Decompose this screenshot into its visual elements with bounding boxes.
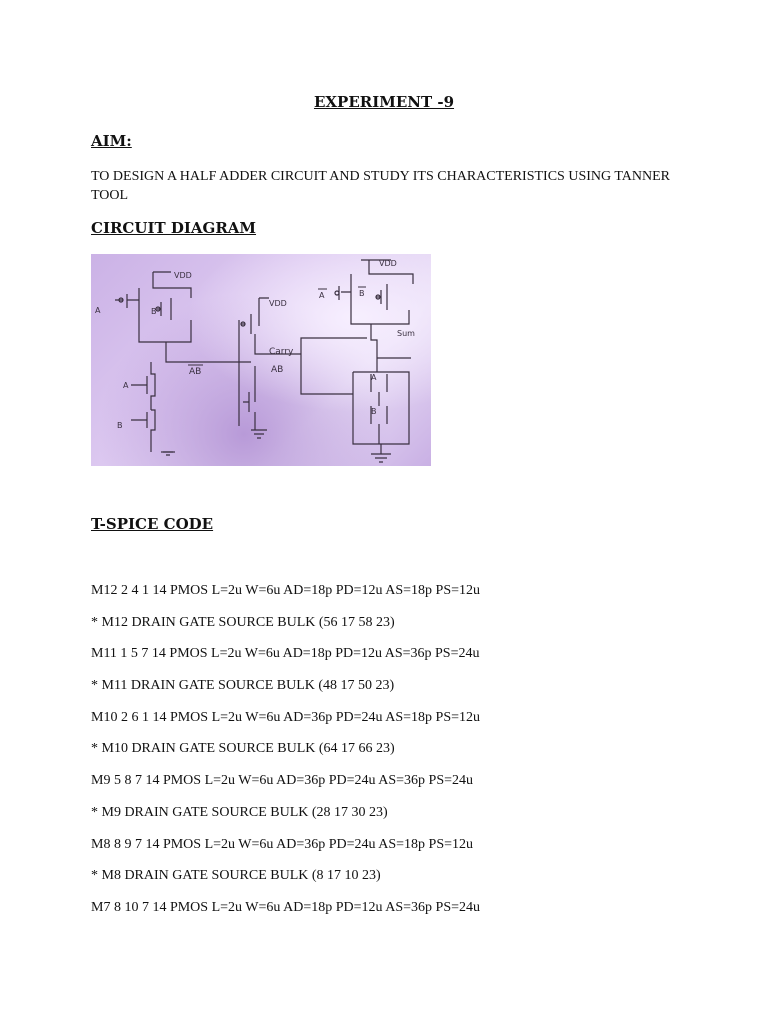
xor-pmos-a [339, 274, 409, 324]
xor-nmos-network [353, 372, 409, 444]
code-line: M11 1 5 7 14 PMOS L=2u W=6u AD=18p PD=12u AS=36p PS=24u [91, 646, 480, 662]
code-line: * M11 DRAIN GATE SOURCE BULK (48 17 50 23) [91, 678, 395, 694]
ab-bar-label: AB [189, 367, 202, 377]
code-line: M12 2 4 1 14 PMOS L=2u W=6u AD=18p PD=12u AS=18p PS=12u [91, 583, 481, 598]
inverter-nmos [243, 366, 255, 412]
xor-left-wire [301, 354, 353, 394]
code-line: M9 5 8 7 14 PMOS L=2u W=6u AD=36p PD=24u AS=36p PS=24u [91, 773, 474, 789]
code-line: M10 2 6 1 14 PMOS L=2u W=6u AD=36p PD=24u AS=18p PS=12u [91, 709, 481, 725]
ab-label: AB [271, 365, 284, 375]
xor-nmos-b-label: B [371, 407, 377, 416]
xor-pmos-ab [371, 324, 377, 350]
code-line: * M9 DRAIN GATE SOURCE BULK (28 17 30 23) [91, 804, 388, 820]
inverter-vdd-rail [251, 298, 269, 326]
code-line: * M10 DRAIN GATE SOURCE BULK (64 17 66 23) [91, 741, 395, 757]
code-line: M8 8 9 7 14 PMOS L=2u W=6u AD=36p PD=24u AS=18p PS=12u [91, 836, 474, 852]
circuit-diagram-photo [91, 254, 431, 466]
nand-nmos-a-gate [131, 376, 147, 394]
nand-pmos-a-gate [115, 294, 139, 308]
xor-nmos-a-label: A [371, 373, 377, 382]
inverter-ground [251, 412, 267, 438]
nand-pmos-b [157, 298, 171, 320]
nand-nmos-b-gate [131, 412, 147, 428]
page-title: EXPERIMENT -9 [313, 93, 455, 111]
circuit-diagram-heading: CIRCUIT DIAGRAM [91, 219, 257, 237]
tspice-code-listing [91, 582, 691, 931]
xor-pmos-b [376, 284, 387, 310]
nand-ground [151, 444, 173, 455]
nand-pmos-a [139, 288, 191, 342]
nand-nmos-b [151, 410, 155, 444]
nand-input-a-label: A [95, 306, 101, 315]
aim-heading: AIM: [91, 132, 132, 150]
inverter-vdd-label: VDD [269, 299, 287, 308]
nand-output-wire [166, 342, 251, 362]
xor-a-bar-label: A [319, 291, 325, 300]
xor-output-node [377, 350, 411, 372]
carry-label: Carry [269, 347, 294, 357]
half-adder-schematic [91, 254, 431, 466]
code-line: * M12 DRAIN GATE SOURCE BULK (56 17 58 23) [91, 614, 395, 630]
aim-text: TO DESIGN A HALF ADDER CIRCUIT AND STUDY ITS CHARACTERISTICS USING TANNER TOOL [91, 169, 671, 203]
xor-ground [371, 444, 391, 462]
xor-vdd-label: VDD [379, 259, 397, 268]
nand-vdd-label: VDD [174, 271, 192, 280]
code-line: * M8 DRAIN GATE SOURCE BULK (8 17 10 23) [91, 868, 381, 884]
code-line: M7 8 10 7 14 PMOS L=2u W=6u AD=18p PD=12u AS=36p PS=24u [91, 899, 481, 915]
nand-nmos-a [151, 362, 155, 410]
nand-nmos-a-label: A [123, 381, 129, 390]
xor-b-bar-label: B [359, 289, 365, 298]
tspice-code-heading: T-SPICE CODE [91, 515, 214, 533]
nand-nmos-b-label: B [117, 421, 123, 430]
nand-pmos-b-label: B [151, 307, 157, 316]
sum-label: Sum [397, 329, 415, 338]
xor-ab-gate-wire [301, 338, 367, 354]
